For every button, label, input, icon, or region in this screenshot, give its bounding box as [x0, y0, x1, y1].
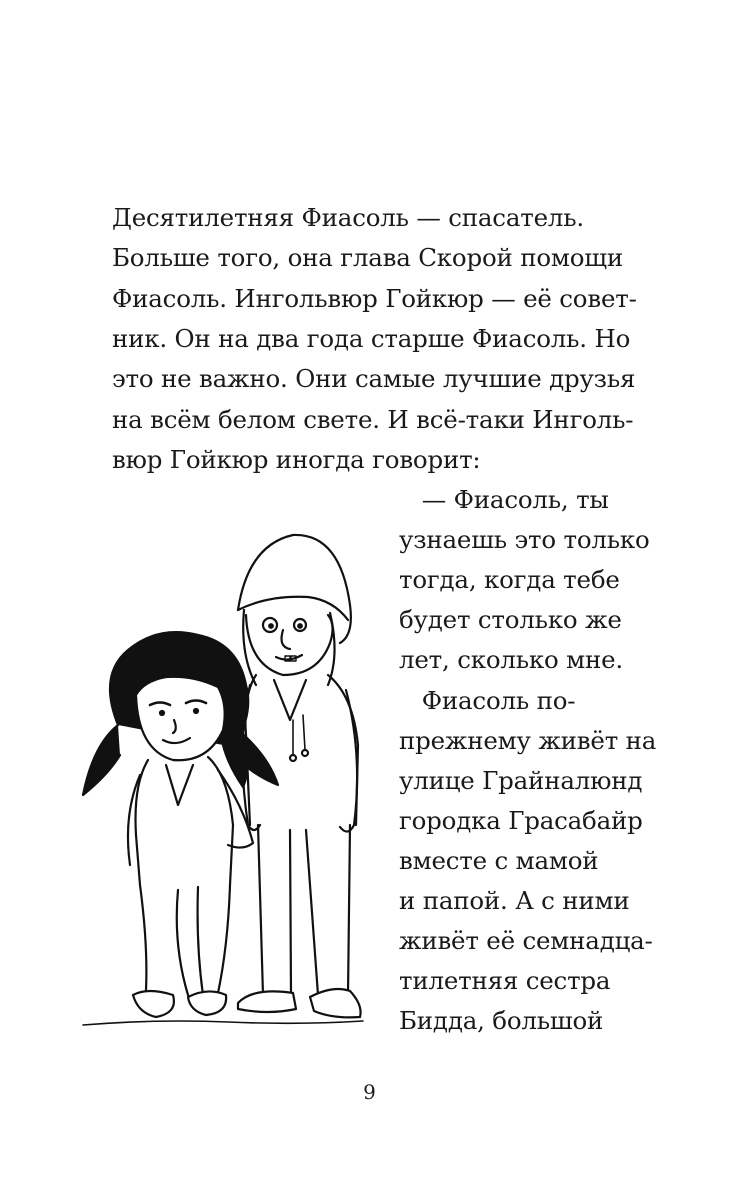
text-line: улице Грайналюнд	[399, 766, 643, 795]
text-line: — Фиасоль, ты	[399, 485, 609, 514]
text-line: лет, сколько мне.	[399, 645, 624, 674]
text-line: и папой. А с ними	[399, 886, 630, 915]
text-line: Бидда, большой	[399, 1006, 604, 1035]
text-line: тогда, когда тебе	[399, 565, 620, 594]
text-line: будет столько же	[399, 605, 622, 634]
text-line: ник. Он на два года старше Фиасоль. Но	[112, 324, 631, 353]
text-line: на всём белом свете. И всё-таки Инголь-	[112, 405, 634, 434]
page-number: 9	[363, 1080, 376, 1104]
text-line: тилетняя сестра	[399, 966, 611, 995]
text-line: Десятилетняя Фиасоль — спасатель.	[112, 203, 584, 232]
text-line: городка Грасабайр	[399, 806, 643, 835]
text-line: Фиасоль. Ингольвюр Гойкюр — её совет-	[112, 284, 637, 313]
children-illustration	[78, 525, 378, 1035]
text-line: прежнему живёт на	[399, 726, 657, 755]
text-line: живёт её семнадца-	[399, 926, 653, 955]
boy-figure	[238, 535, 361, 1017]
text-line: вюр Гойкюр иногда говорит:	[112, 445, 481, 474]
text-line: Фиасоль по-	[399, 686, 576, 715]
text-line: Больше того, она глава Скорой помощи	[112, 243, 624, 272]
text-line: узнаешь это только	[399, 525, 650, 554]
text-line: это не важно. Они самые лучшие друзья	[112, 364, 636, 393]
text-line: вместе с мамой	[399, 846, 599, 875]
